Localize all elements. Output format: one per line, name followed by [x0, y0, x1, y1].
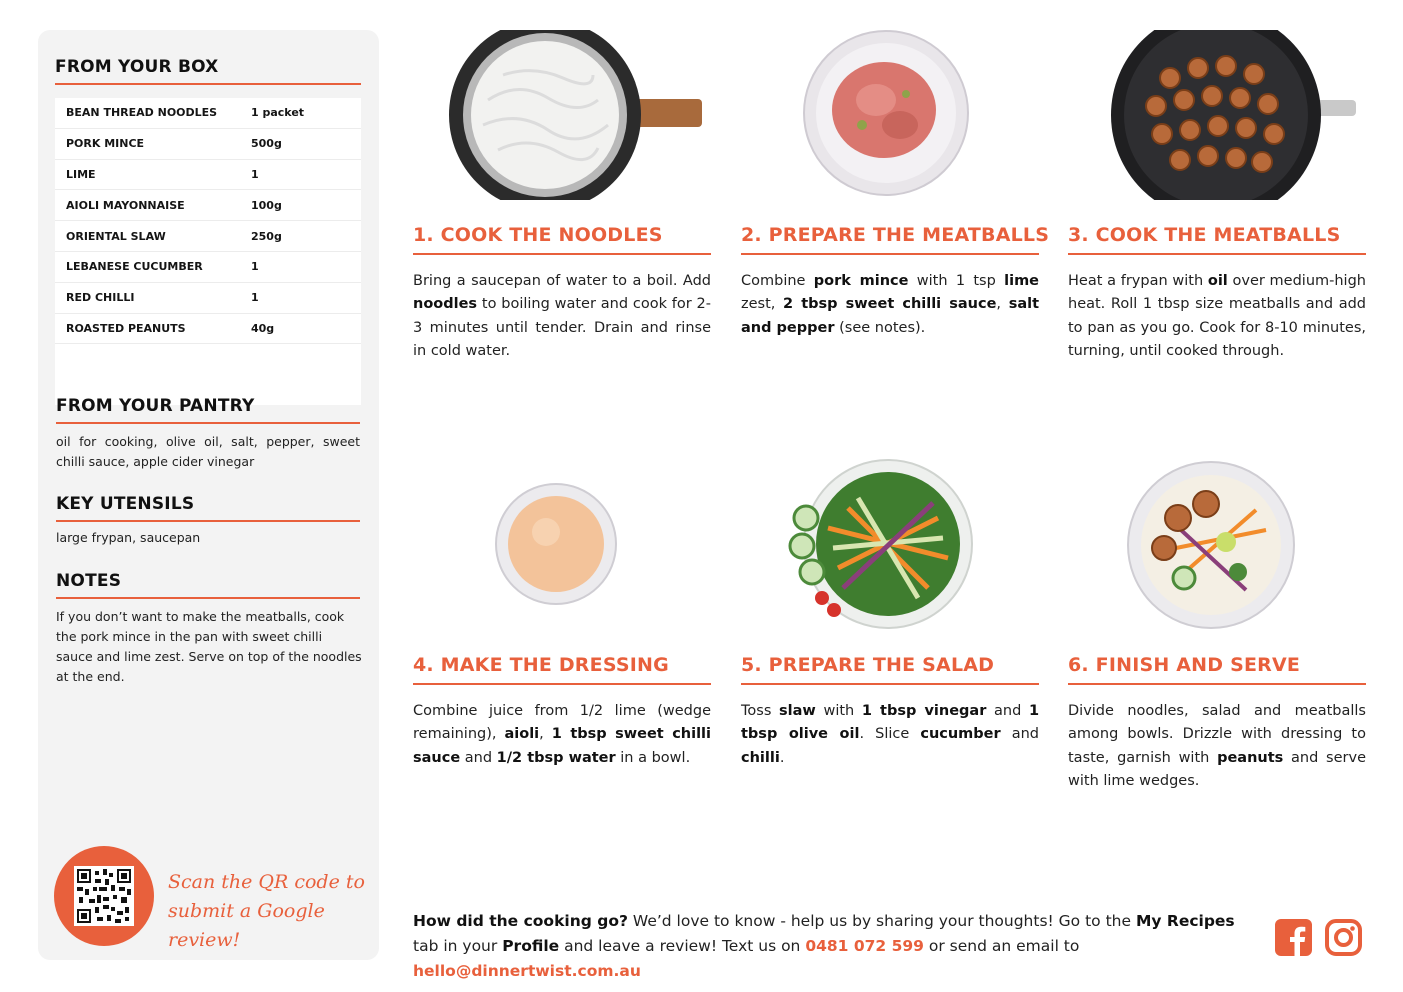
step-4	[413, 654, 711, 770]
ingredient-highlight: aioli	[504, 726, 540, 743]
step-instructions	[1068, 700, 1366, 793]
step-instructions	[413, 700, 711, 770]
dressing-bowl-image	[494, 482, 618, 606]
ingredient-highlight: 1 tbsp sweet chilli sauce	[413, 726, 711, 766]
instruction-text: with	[815, 703, 862, 719]
facebook-icon[interactable]	[1275, 919, 1312, 956]
ingredient-highlight: peanuts	[1217, 749, 1284, 766]
ingredient-row	[55, 160, 361, 191]
step-2	[741, 224, 1050, 340]
instruction-text: ,	[539, 726, 552, 743]
ingredient-name: AIOLI MAYONNAISE	[66, 198, 185, 212]
instruction-text: . Slice	[859, 726, 921, 743]
step-3	[1068, 224, 1366, 363]
instagram-icon[interactable]	[1325, 919, 1362, 956]
step-title: 1. COOK THE NOODLES	[413, 224, 711, 255]
qr-caption	[168, 868, 368, 955]
sidebar	[38, 30, 379, 960]
step-1	[413, 224, 711, 363]
ingredient-name: RED CHILLI	[66, 291, 135, 305]
ingredient-row	[55, 283, 361, 314]
profile-label: Profile	[502, 937, 560, 955]
ingredient-highlight: pork mince	[813, 273, 909, 289]
utensils-heading: KEY UTENSILS	[56, 494, 360, 522]
instruction-text: (see notes).	[834, 319, 926, 336]
instruction-text: in a bowl.	[615, 749, 691, 766]
ingredient-qty: 1	[251, 260, 259, 274]
ingredient-table	[55, 98, 361, 405]
step-title: 5. PREPARE THE SALAD	[741, 654, 1039, 685]
step-title: 6. FINISH AND SERVE	[1068, 654, 1366, 685]
ingredient-qty: 250g	[251, 229, 282, 243]
ingredient-row	[55, 190, 361, 221]
ingredient-name: ROASTED PEANUTS	[66, 321, 186, 335]
ingredient-highlight: lime	[1004, 273, 1040, 289]
ingredient-name: LEBANESE CUCUMBER	[66, 260, 203, 274]
email-link[interactable]: hello@dinnertwist.com.au	[413, 962, 641, 980]
ingredient-row	[55, 314, 361, 345]
step-instructions	[413, 270, 711, 363]
ingredient-row	[55, 98, 361, 129]
step-instructions	[741, 700, 1039, 770]
pantry-heading: FROM YOUR PANTRY	[56, 396, 360, 424]
step-title: 2. PREPARE THE MEATBALLS	[741, 224, 1039, 255]
ingredient-name: ORIENTAL SLAW	[66, 229, 166, 243]
notes-heading: NOTES	[56, 571, 360, 599]
phone-link[interactable]: 0481 072 599	[805, 937, 924, 955]
salad-bowl-image	[788, 458, 988, 630]
instruction-text: Combine juice from 1/2 lime (wedge remaining),	[413, 703, 711, 743]
instruction-text: Bring a saucepan of water to a boil. Add	[413, 273, 711, 289]
ingredient-qty: 100g	[251, 198, 282, 212]
step-title: 3. COOK THE MEATBALLS	[1068, 224, 1366, 255]
footer-text: and leave a review! Text us on	[559, 937, 806, 955]
footer-text: or send an email to	[923, 937, 1080, 955]
ingredient-highlight: 1 tbsp vinegar	[861, 703, 987, 719]
ingredient-highlight: salt and pepper	[741, 296, 1040, 336]
from-your-box-heading: FROM YOUR BOX	[55, 57, 361, 85]
ingredient-row	[55, 252, 361, 283]
instruction-text: over medium-high heat. Roll 1 tbsp size meatballs and add to pan as you go. Cook for 8-10 minutes, turning, until cooked through.	[1068, 273, 1366, 359]
feedback-footer	[413, 909, 1263, 984]
ingredient-qty: 1 packet	[251, 106, 305, 120]
ingredient-qty: 40g	[251, 321, 275, 335]
ingredient-row	[55, 129, 361, 160]
ingredient-highlight: cucumber	[920, 726, 1001, 743]
noodles-strainer-image	[448, 30, 704, 200]
instruction-text: zest,	[741, 296, 784, 313]
qr-code-icon[interactable]	[74, 866, 134, 926]
instruction-text: with 1 tsp	[908, 273, 1005, 289]
ingredient-highlight: noodles	[413, 296, 478, 313]
notes-text: If you don’t want to make the meatballs, cook the pork mince in the pan with sweet chilli sauce and lime zest. Serve on top of the noodles at the end.	[56, 609, 362, 684]
ingredient-highlight: chilli	[741, 749, 780, 766]
qr-caption-line: submit a Google review!	[168, 900, 325, 951]
instruction-text: Combine	[741, 273, 814, 289]
ingredient-highlight: 1/2 tbsp water	[496, 749, 616, 766]
step-instructions	[741, 270, 1039, 340]
instruction-text: and	[460, 749, 497, 766]
ingredient-name: PORK MINCE	[66, 137, 145, 151]
instruction-text: Divide noodles, salad and meatballs among bowls. Drizzle with dressing to taste, garnish with	[1068, 703, 1366, 766]
utensils-text: large frypan, saucepan	[56, 530, 201, 545]
ingredient-name: BEAN THREAD NOODLES	[66, 106, 218, 120]
step-title: 4. MAKE THE DRESSING	[413, 654, 711, 685]
pork-mince-bowl-image	[802, 30, 970, 196]
step-5	[741, 654, 1039, 770]
footer-text: tab in your	[413, 937, 503, 955]
footer-text: We’d love to know - help us by sharing your thoughts! Go to the	[627, 912, 1136, 930]
instruction-text: to boiling water and cook for 2-3 minutes until tender. Drain and rinse in cold water.	[413, 296, 711, 359]
pantry-text: oil for cooking, olive oil, salt, pepper, sweet chilli sauce, apple cider vinegar	[56, 434, 360, 469]
meatballs-frypan-image	[1108, 30, 1358, 200]
instruction-text: .	[779, 749, 785, 766]
qr-caption-line: Scan the QR code to	[168, 871, 365, 893]
instruction-text: and serve with lime wedges.	[1068, 749, 1366, 789]
ingredient-name: LIME	[66, 167, 96, 181]
my-recipes-label: My Recipes	[1135, 912, 1235, 930]
step-6	[1068, 654, 1366, 793]
instruction-text: ,	[996, 296, 1009, 313]
qr-code-badge[interactable]	[54, 846, 154, 946]
instruction-text: Toss	[741, 703, 780, 719]
ingredient-highlight: 1 tbsp olive oil	[741, 703, 1040, 743]
step-instructions	[1068, 270, 1366, 363]
instruction-text: and	[986, 703, 1029, 719]
feedback-question: How did the cooking go?	[413, 912, 628, 930]
finished-dish-image	[1126, 460, 1296, 630]
ingredient-highlight: oil	[1207, 273, 1228, 289]
ingredient-row	[55, 221, 361, 252]
ingredient-highlight: slaw	[779, 703, 816, 719]
instruction-text: Heat a frypan with	[1068, 273, 1208, 289]
ingredient-qty: 500g	[251, 137, 282, 151]
instruction-text: and	[1000, 726, 1040, 743]
ingredient-highlight: 2 tbsp sweet chilli sauce	[783, 296, 997, 313]
ingredient-qty: 1	[251, 291, 259, 305]
ingredient-qty: 1	[251, 167, 259, 181]
